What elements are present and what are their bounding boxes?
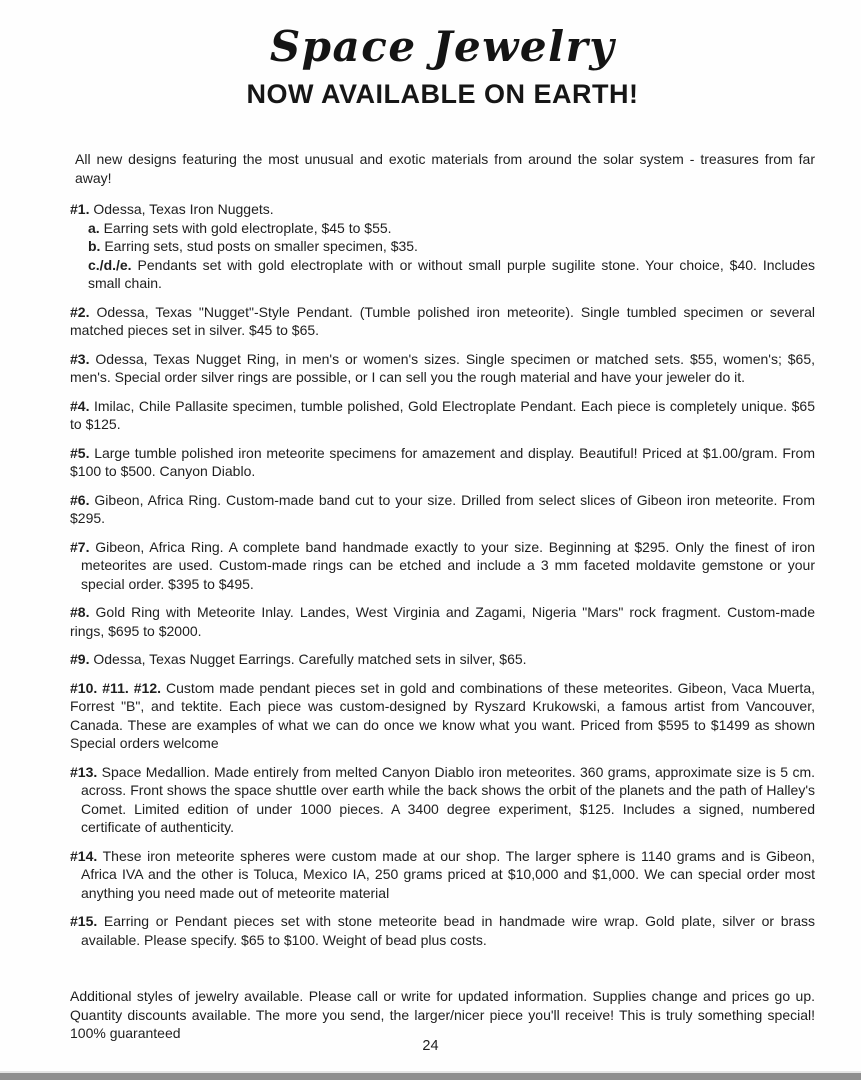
item-number: #3. (70, 350, 90, 367)
sub-item-label: a. (88, 219, 100, 236)
scan-edge-bar (0, 1071, 861, 1080)
sub-item-label: b. (88, 238, 101, 254)
catalog-item-6 (70, 491, 815, 528)
page-number: 24 (422, 1038, 439, 1054)
item-paragraph (70, 603, 815, 640)
item-text: Gibeon, Africa Ring. A complete band handmade exactly to your size. Beginning at $295. Only the finest of iron meteorites are used. Custom-made rings can be etched and include a 3 mm faceted moldavite gemstone or your special order. $395 to $495. (81, 538, 816, 592)
catalog-item-13 (70, 763, 815, 837)
item-number: #14. (70, 847, 98, 864)
item-text: Odessa, Texas Iron Nuggets. (93, 201, 274, 217)
item-text: Earring or Pendant pieces set with stone meteorite bead in handmade wire wrap. Gold plate, silver or brass available. Please specify. $65 to $100. Weight of bead plus costs. (81, 913, 815, 948)
item-number: #5. (70, 444, 90, 461)
item-paragraph (70, 847, 815, 903)
sub-item-b (88, 237, 815, 256)
item-paragraph (70, 397, 815, 434)
item-number: #7. (70, 538, 90, 555)
item-paragraph (70, 912, 815, 949)
item-number: #4. (70, 397, 90, 414)
sub-item-a (88, 219, 815, 238)
item-paragraph (70, 679, 815, 753)
item-text: Gibeon, Africa Ring. Custom-made band cut to your size. Drilled from select slices of Gibeon iron meteorite. From $295. (70, 491, 815, 526)
item-number: #1. (70, 201, 90, 217)
item-number: #2. (70, 303, 90, 320)
page-title: Space Jewelry (269, 22, 616, 71)
item-text: These iron meteorite spheres were custom made at our shop. The larger sphere is 1140 grams and is Gibeon, Africa IVA and the other is Toluca, Mexico IA, 250 grams priced at $10,000 and $1,000. We can special order most anything you need made out of meteorite material (81, 847, 815, 901)
item-number: #10. #11. #12. (70, 679, 162, 696)
item-number: #6. (70, 491, 90, 508)
page-subtitle: NOW AVAILABLE ON EARTH! (246, 79, 639, 109)
item-text: Odessa, Texas "Nugget"-Style Pendant. (Tumble polished iron meteorite). Single tumbled specimen or several matched pieces set in silver. $45 to $65. (70, 303, 815, 338)
catalog-item-5 (70, 444, 815, 481)
catalog-item-2 (70, 303, 815, 340)
catalog-item-1 (70, 200, 815, 293)
item-number: #13. (70, 763, 98, 780)
item-number: #8. (70, 604, 90, 620)
sub-item-text: Earring sets, stud posts on smaller specimen, $35. (104, 238, 418, 254)
item-text: Odessa, Texas Nugget Ring, in men's or women's sizes. Single specimen or matched sets. $55, women's; $65, men's. Special order silver rings are possible, or I can sell you the rough material and have your jeweler do it. (70, 350, 815, 385)
catalog-item-3 (70, 350, 815, 387)
item-text: Space Medallion. Made entirely from melted Canyon Diablo iron meteorites. 360 grams, approximate size is 5 cm. across. Front shows the space shuttle over earth while the back shows the orbit of the planets and the path of Halley's Comet. Limited edition of under 1000 pieces. A 3400 degree experiment, $125. Includes a signed, numbered certificate of authenticity. (81, 763, 816, 835)
catalog-item-7 (70, 538, 815, 594)
item-text: Large tumble polished iron meteorite specimens for amazement and display. Beautiful! Priced at $1.00/gram. From $100 to $500. Canyon Diablo. (70, 444, 816, 479)
item-text: Odessa, Texas Nugget Earrings. Carefully matched sets in silver, $65. (93, 651, 527, 667)
catalog-item-4 (70, 397, 815, 434)
item-paragraph (70, 763, 815, 837)
item-text: Imilac, Chile Pallasite specimen, tumble polished, Gold Electroplate Pendant. Each piece is completely unique. $65 to $125. (70, 397, 816, 432)
item-text: Gold Ring with Meteorite Inlay. Landes, West Virginia and Zagami, Nigeria "Mars" rock fragment. Custom-made rings, $695 to $2000. (70, 604, 816, 639)
sub-item-text: Earring sets with gold electroplate, $45 to $55. (103, 219, 392, 236)
item-number: #9. (70, 651, 90, 667)
item-paragraph (70, 303, 815, 340)
catalog-item-9 (70, 650, 815, 669)
sub-item-label: c./d./e. (88, 256, 132, 273)
item-heading (70, 200, 815, 219)
sub-item-text: Pendants set with gold electroplate with or without small purple sugilite stone. Your choice, $40. Includes small chain. (88, 256, 816, 291)
item-paragraph (70, 350, 815, 387)
item-number: #15. (70, 913, 98, 929)
catalog-item-14 (70, 847, 815, 903)
sub-item-cde (88, 256, 815, 293)
catalog-item-15 (70, 912, 815, 949)
item-paragraph (70, 444, 815, 481)
catalog-item-8 (70, 603, 815, 640)
intro-paragraph: All new designs featuring the most unusual and exotic materials from around the solar system - treasures from far away! (75, 151, 815, 186)
item-paragraph (70, 491, 815, 528)
item-text: Custom made pendant pieces set in gold and combinations of these meteorites. Gibeon, Vaca Muerta, Forrest "B", and tektite. Each piece was custom-designed by Ryszard Krukowski, a famous artist from Vancouver, Canada. These are examples of what we can do once we know what you want. Priced from $595 to $1499 as shown Special orders welcome (70, 679, 815, 751)
item-paragraph (70, 538, 815, 594)
item-paragraph (70, 650, 815, 669)
catalog-item-10-11-12 (70, 679, 815, 753)
footer-note: Additional styles of jewelry available. Please call or write for updated information. Supplies change and prices go up. Quantity discounts available. The more you send, the larger/nicer piece you'll receive! This is truly something special! 100% guaranteed (70, 988, 815, 1041)
